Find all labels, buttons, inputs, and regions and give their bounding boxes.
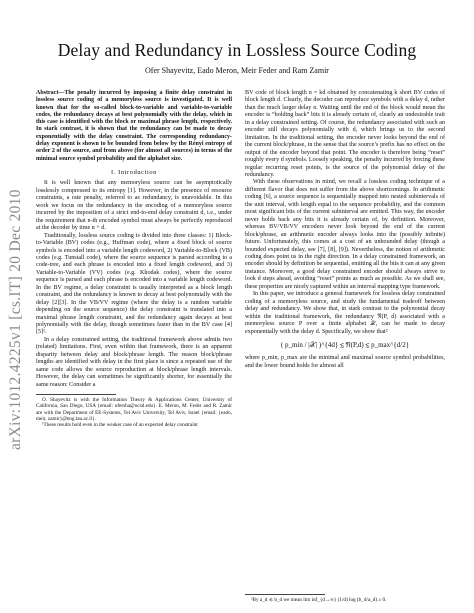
right-footnote-block [245, 594, 445, 603]
right-column [245, 90, 445, 370]
main-equation: ( p_min / |𝒳| )^{4d} ≲ 𝔑(P,d) ≲ p_max^{d/2} [280, 340, 410, 349]
left-column [36, 90, 232, 428]
footnote-1: ¹These results hold even in the weaker case of an expected delay constraint [42, 421, 198, 428]
intro-paragraph-3: In a delay constrained setting, the traditional framework above admits two (related) limitations. First, even within that framework, there is an apparent disparity between delay and block/phrase length. The reason block/phrase lengths are identified with delay in the first place is since a repeated use of the same code allows the source reproduction at block/phrase length intervals. However, the delay can sometimes be significantly shorter, for essentially the same reason: Consider a [36, 336, 232, 388]
section-heading: I. Introduction [111, 168, 157, 176]
right-paragraph-3: In this paper, we introduce a general framework for lossless delay constrained coding of a memoryless source, and study the fundamental tradeoff between delay and redundancy. We show that, in stark contrast to the polynomial decay within the traditional framework, the redundancy 𝔑(P, d) associated with a memoryless source P over a finite alphabet 𝒳, can be made to decay exponentially with the delay d. Specifically, we show that² [245, 291, 445, 335]
footnote-2: ²By a_d ≲ b_d we mean lim inf_{d→∞} (1/d) log (b_d/a_d) ≥ 0. [251, 597, 387, 603]
paper-title: Delay and Redundancy in Lossless Source Coding [57, 40, 417, 60]
arxiv-stamp: arXiv:1012.4225v1 [cs.IT] 20 Dec 2010 [7, 189, 24, 450]
intro-paragraph-2: Traditionally, lossless source coding is divided into three classes: 1) Block-to-Variable (BV) codes (e.g., Huffman code), where a fixed block of source symbols is encoded into a variable length codeword, 2) Variable-to-Block (VB) codes (e.g. Tunstall code), where the source sequence is parsed according to a code-tree, and each phrase is encoded into a fixed length codeword, and 3) Variable-to-Variable (VV) codes (e.g. Khodak codes), where the source sequence is parsed and each phrase is encoded into a variable length codeword. In the BV regime, a delay constraint is usually interpreted as a block length constraint, and the redundancy is known to decay at best polynomially with the delay [2][3]. In the VB/VV regime (where the delay is a random variable depending on the source sequence) the delay constraint is translated into a maximal phrase length constraint, and the redundancy again decays at best polynomially with the delay, though sometimes faster than in the BV case [4][5]¹. [36, 232, 232, 336]
author-list: Ofer Shayevitz, Eado Meron, Meir Feder and Ram Zamir [145, 66, 329, 75]
affiliation-footnote: O. Shayevitz is with the Information Theory & Applications Center, University of California, San Diego, USA {email: ofersha@ucsd.edu}. E. Meron, M. Feder and R. Zamir are with the Department of EE-Systems, Tel Aviv University, Tel Aviv, Israel {email: {eado, meir, zamir}@eng.tau.ac.il}. [36, 397, 232, 422]
right-paragraph-1: BV code of block length n = kd obtained by concatenating k short BV codes of block length d. Clearly, the decoder can reproduce symbols with a delay d, rather than the much larger delay n. Waiting until the end of the block would mean the encoder is “holding back” bits it is already certain of, clearly an undesirable trait in a delay constrained setting. Of course, the redundancy associated with such an encoder still decays polynomially with d, which brings us to the second limitation. In the traditional setting, the encoder never looks beyond the end of the current block/phrase, in the sense that the source’s prefix has no effect on the output of the encoder beyond that point. The encoder is therefore being “reset” roughly every d symbols. Loosely speaking, the penalty incurred by forcing these regular recurring reset points, is the source of the polynomial delay of the redundancy. [245, 90, 445, 178]
abstract: Abstract—The penalty incurred by imposing a finite delay constraint in lossless source coding of a memoryless source is investigated. It is well known that for the so-called block-to-variable and variable-to-variable codes, the redundancy decays at best polynomially with the delay, which in this case is identified with the block or maximal phrase length, respectively. In stark contrast, it is shown that the redundancy can be made to decay exponentially with the delay constraint. The corresponding redundancy-delay exponent is shown to be bounded from below by the Rényi entropy of order 2 of the source, and from above (for almost all sources) in terms of the minimal source symbol probability and the alphabet size. [36, 90, 232, 162]
right-paragraph-4: where p_min, p_max are the minimal and maximal source symbol probabilities, and the lower bound holds for almost all [245, 355, 445, 369]
intro-paragraph-1: It is well known that any memoryless source can be asymptotically losslessly compressed to its entropy [1]. However, in the presence of resource constraints, a rate penalty, referred to as redundancy, is unavoidable. In this work we focus on the redundancy in the encoding of a memoryless source incurred by the imposition of a strict end-to-end delay constraint d, i.e., under the requirement that n-th encoded symbol must always be perfectly reproduced at the decoder by time n + d. [36, 180, 232, 232]
right-footnote-rule [245, 594, 325, 595]
right-paragraph-2: With these observations in mind, we recall a lossless coding technique of a different flavor that does not suffer from the above shortcomings. In arithmetic coding [6], a source sequence is sequentially mapped into nested subintervals of the unit interval, with length equal to the sequence probability, and the common most significant bits of the current subinterval are emitted. This way, the encoder never holds back any bits it is already certain of, by definition. Moreover, whereas BV/VB/VV encoders never look beyond the end of the current block/phrase, an arithmetic encoder always looks into the (possibly infinite) future. Unfortunately, this comes at a cost of an unbounded delay (though a bounded expected delay, see [7], [8], [9]). Nevertheless, the notion of arithmetic coding does point us in the right direction. In a delay constrained framework, an encoder should by definition be sequential, emitting all the bits it can at any given instance. Moreover, a good delay constrained encoder should always strive to look d steps ahead, avoiding “reset” points as much as possible. As we shall see, these properties are nicely captured within an interval mapping type framework. [245, 179, 445, 290]
